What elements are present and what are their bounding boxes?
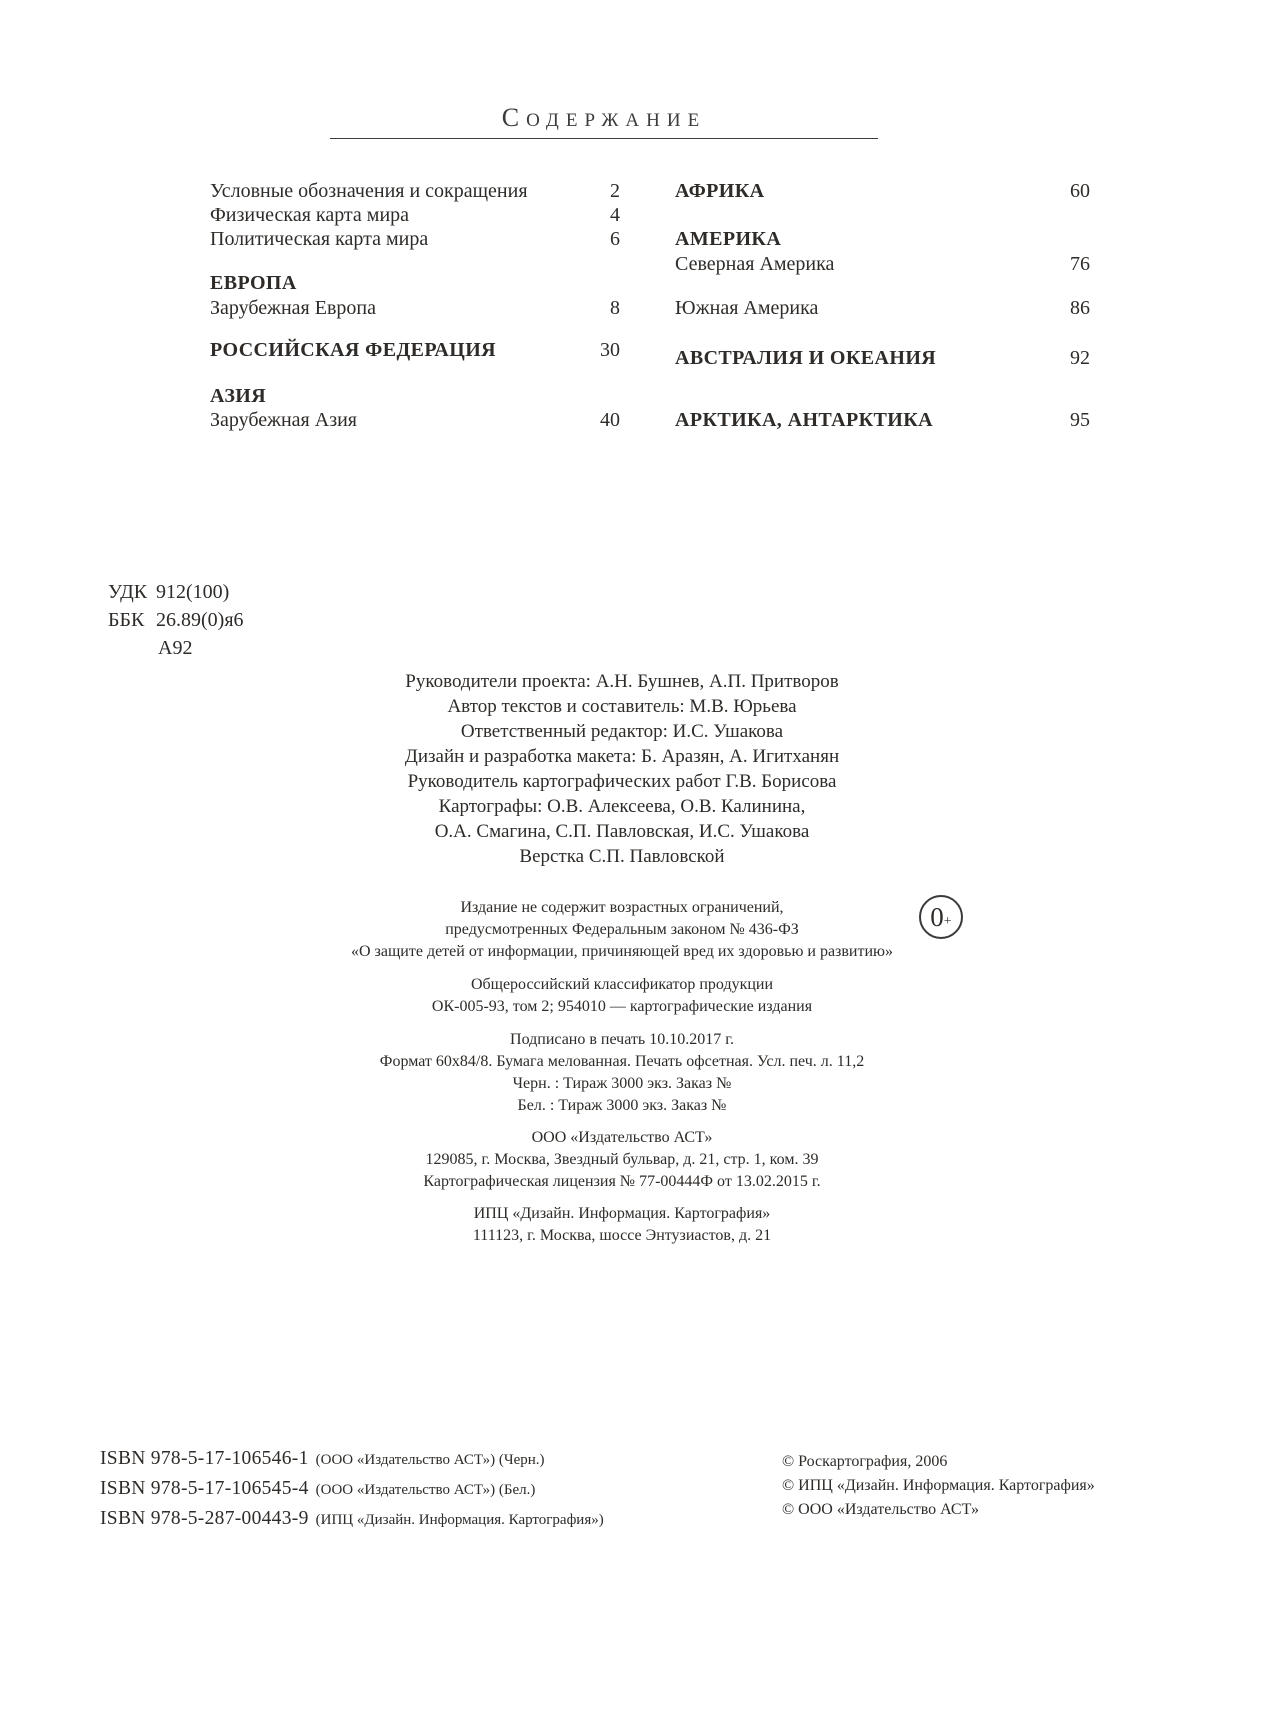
toc-entry-label: АФРИКА: [675, 180, 765, 202]
isbn-note: (ООО «Издательство АСТ») (Бел.): [315, 1482, 536, 1498]
toc-entry-page: 8: [610, 297, 620, 319]
printing-line: Черн. : Тираж 3000 экз. Заказ №: [512, 1075, 732, 1092]
publisher-line: ООО «Издательство АСТ»: [531, 1129, 713, 1146]
publisher-line: ИПЦ «Дизайн. Информация. Картография»: [473, 1205, 771, 1222]
toc-section-heading: [675, 227, 1090, 251]
author-code: А92: [158, 637, 193, 659]
publisher-line: 111123, г. Москва, шоссе Энтузиастов, д. 21: [472, 1227, 772, 1244]
bbk-value: 26.89(0)я6: [156, 609, 244, 631]
publisher-line: Картографическая лицензия № 77-00444Ф от 13.02.2015 г.: [423, 1173, 821, 1190]
toc-entry-label: РОССИЙСКАЯ ФЕДЕРАЦИЯ: [210, 339, 497, 361]
toc-entry-page: 2: [610, 180, 620, 202]
toc-entry-page: 86: [1070, 297, 1090, 319]
toc-entry-page: 40: [600, 409, 620, 431]
toc-entry-label: Политическая карта мира: [210, 228, 429, 250]
copyright-line: © Роскартография, 2006: [782, 1453, 948, 1470]
toc-entry: [675, 296, 1090, 320]
toc-section-heading: [675, 179, 1090, 203]
toc-section-heading: [675, 346, 1090, 370]
page-title: СОДЕРЖАНИЕ: [501, 103, 707, 132]
toc-entry-label: Северная Америка: [675, 253, 835, 275]
toc-section-heading: [210, 338, 620, 362]
title-divider-line: [330, 138, 878, 139]
toc-entry: [210, 408, 620, 432]
credit-line: Руководители проекта: А.Н. Бушнев, А.П. Притворов: [405, 671, 839, 692]
credit-line: Дизайн и разработка макета: Б. Аразян, А. Игитханян: [404, 746, 840, 767]
toc-entry-page: 95: [1070, 409, 1090, 431]
age-badge-plus: +: [943, 914, 952, 929]
isbn-note: (ООО «Издательство АСТ») (Черн.): [315, 1452, 545, 1468]
toc-entry-label: Зарубежная Азия: [210, 409, 358, 431]
toc-entry-page: 92: [1070, 347, 1090, 369]
toc-entry: [675, 252, 1090, 276]
isbn-note: (ИПЦ «Дизайн. Информация. Картография»): [315, 1512, 604, 1528]
isbn-number: ISBN 978-5-287-00443-9: [100, 1508, 309, 1529]
toc-entry-label: Зарубежная Европа: [210, 297, 376, 319]
publisher-line: 129085, г. Москва, Звездный бульвар, д. 21, стр. 1, ком. 39: [425, 1151, 819, 1168]
udk-value: 912(100): [156, 581, 230, 603]
toc-entry-label: АРКТИКА, АНТАРКТИКА: [675, 409, 933, 431]
age-badge-number: 0: [930, 901, 944, 932]
imprint-codes-block: [108, 578, 244, 662]
isbn-block: [100, 1448, 604, 1538]
age-restriction-line: Издание не содержит возрастных ограничений,: [460, 899, 784, 916]
toc-section-heading: [210, 271, 620, 295]
toc-entry-label: Южная Америка: [675, 297, 819, 319]
classifier-line: ОК-005-93, том 2; 954010 — картографические издания: [431, 998, 813, 1015]
toc-entry-label: Условные обозначения и сокращения: [210, 180, 528, 202]
credit-line: Ответственный редактор: И.С. Ушакова: [460, 721, 784, 742]
toc-entry-page: 60: [1070, 180, 1090, 202]
credit-line: Верстка С.П. Павловской: [519, 846, 725, 867]
toc-entry: [210, 179, 620, 203]
copyright-line: © ИПЦ «Дизайн. Информация. Картография»: [782, 1477, 1095, 1494]
toc-entry-label: АМЕРИКА: [675, 228, 782, 250]
toc-entry-page: 76: [1070, 253, 1090, 275]
credits-block: [0, 669, 1244, 869]
classifier-line: Общероссийский классификатор продукции: [470, 976, 774, 993]
credit-line: Картографы: О.В. Алексеева, О.В. Калинина,: [438, 796, 806, 817]
toc-entry-label: АВСТРАЛИЯ И ОКЕАНИЯ: [675, 347, 937, 369]
age-restriction-line: «О защите детей от информации, причиняющей вред их здоровью и развитию»: [350, 943, 893, 960]
printing-line: Подписано в печать 10.10.2017 г.: [510, 1031, 734, 1048]
toc-entry-page: 6: [610, 228, 620, 250]
credit-line: О.А. Смагина, С.П. Павловская, И.С. Ушакова: [434, 821, 810, 842]
udk-label: УДК: [108, 581, 148, 603]
bbk-line: [108, 606, 244, 634]
toc-entry: [210, 296, 620, 320]
toc-section-heading: [210, 384, 620, 408]
toc-entry: [210, 203, 620, 227]
age-restriction-line: предусмотренных Федеральным законом № 436-ФЗ: [445, 921, 799, 938]
classifier-block: [0, 974, 1244, 1018]
publisher-ast-block: [0, 1127, 1244, 1193]
credit-line: Руководитель картографических работ Г.В. Борисова: [407, 771, 837, 792]
toc-entry-page: 4: [610, 204, 620, 226]
publisher-ipc-block: [0, 1203, 1244, 1247]
udk-line: [108, 578, 244, 606]
bbk-label: ББК: [108, 609, 145, 631]
toc-section-heading: [675, 408, 1090, 432]
printing-line: Формат 60х84/8. Бумага мелованная. Печать офсетная. Усл. печ. л. 11,2: [379, 1053, 865, 1070]
credit-line: Автор текстов и составитель: М.В. Юрьева: [447, 696, 797, 717]
age-rating-badge-icon: [919, 895, 963, 939]
toc-entry: [210, 227, 620, 251]
isbn-entry: [100, 1478, 604, 1508]
copyright-line: © ООО «Издательство АСТ»: [782, 1501, 979, 1518]
isbn-entry: [100, 1448, 604, 1478]
toc-entry-label: АЗИЯ: [210, 385, 267, 407]
toc-entry-label: Физическая карта мира: [210, 204, 410, 226]
printing-line: Бел. : Тираж 3000 экз. Заказ №: [517, 1097, 727, 1114]
isbn-number: ISBN 978-5-17-106545-4: [100, 1478, 309, 1499]
printing-details-block: [0, 1029, 1244, 1117]
isbn-entry: [100, 1508, 604, 1538]
age-restriction-block: [0, 897, 1244, 963]
copyright-block: [782, 1450, 1095, 1522]
toc-entry-label: ЕВРОПА: [210, 272, 297, 294]
toc-entry-page: 30: [600, 339, 620, 361]
isbn-number: ISBN 978-5-17-106546-1: [100, 1448, 309, 1469]
